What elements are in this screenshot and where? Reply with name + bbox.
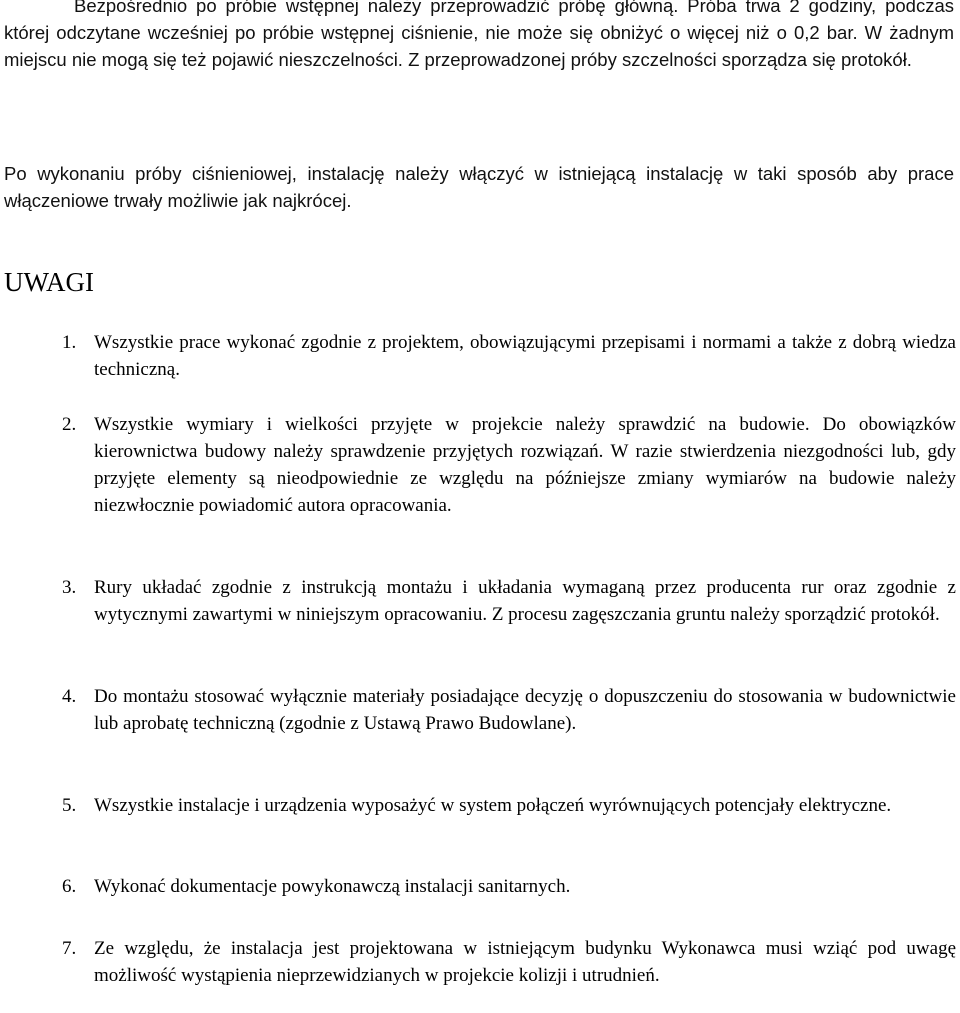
list-item-text: Ze względu, że instalacja jest projektowana w istniejącym budynku Wykonawca musi wziąć pod uwagę możliwość wystąpienia nieprzewidzianych w projekcie kolizji i utrudnień. <box>94 938 956 986</box>
section-heading-notes: UWAGI <box>4 267 94 297</box>
list-item-number: 1. <box>62 332 77 353</box>
list-item-text: Rury układać zgodnie z instrukcją montażu i układania wymaganą przez producenta rur oraz zgodnie z wytycznymi zawartymi w niniejszym opracowaniu. Z procesu zagęszczania gruntu należy sporządzić protokół. <box>94 577 956 625</box>
list-item-text: Do montażu stosować wyłącznie materiały posiadające decyzję o dopuszczeniu do stosowania w budownictwie lub aprobatę techniczną (zgodnie z Ustawą Prawo Budowlane). <box>94 686 956 734</box>
list-item-text: Wszystkie instalacje i urządzenia wyposażyć w system połączeń wyrównujących potencjały elektryczne. <box>94 795 892 816</box>
paragraph-main-test: Bezpośrednio po próbie wstępnej należy przeprowadzić próbę główną. Próba trwa 2 godziny, podczas której odczytane wcześniej po próbie wstępnej ciśnienie, nie może się obniżyć o więcej niż o 0,2 bar. W żadnym miejscu nie mogą się też pojawić nieszczelności. Z przeprowadzonej próby szczelności sporządza się protokół. <box>4 0 954 70</box>
list-item-text: Wszystkie prace wykonać zgodnie z projektem, obowiązującymi przepisami i normami a także z dobrą wiedza techniczną. <box>94 332 956 380</box>
list-item-number: 4. <box>62 686 77 707</box>
list-item-text: Wykonać dokumentacje powykonawczą instalacji sanitarnych. <box>94 876 571 897</box>
list-item-text: Wszystkie wymiary i wielkości przyjęte w projekcie należy sprawdzić na budowie. Do obowiązków kierownictwa budowy należy sprawdzenie przyjętych rozwiązań. W razie stwierdzenia niezgodności lub, gdy przyjęte elementy są nieodpowiednie ze względu na późniejsze zmiany wymiarów na budowie należy niezwłocznie powiadomić autora opracowania. <box>94 414 956 516</box>
paragraph-connection: Po wykonaniu próby ciśnieniowej, instalację należy włączyć w istniejącą instalację w taki sposób aby prace włączeniowe trwały możliwie jak najkrócej. <box>4 163 954 211</box>
list-item-number: 7. <box>62 938 77 959</box>
list-item-number: 6. <box>62 876 77 897</box>
list-item-number: 3. <box>62 577 77 598</box>
list-item-number: 5. <box>62 795 77 816</box>
list-item-number: 2. <box>62 414 77 435</box>
